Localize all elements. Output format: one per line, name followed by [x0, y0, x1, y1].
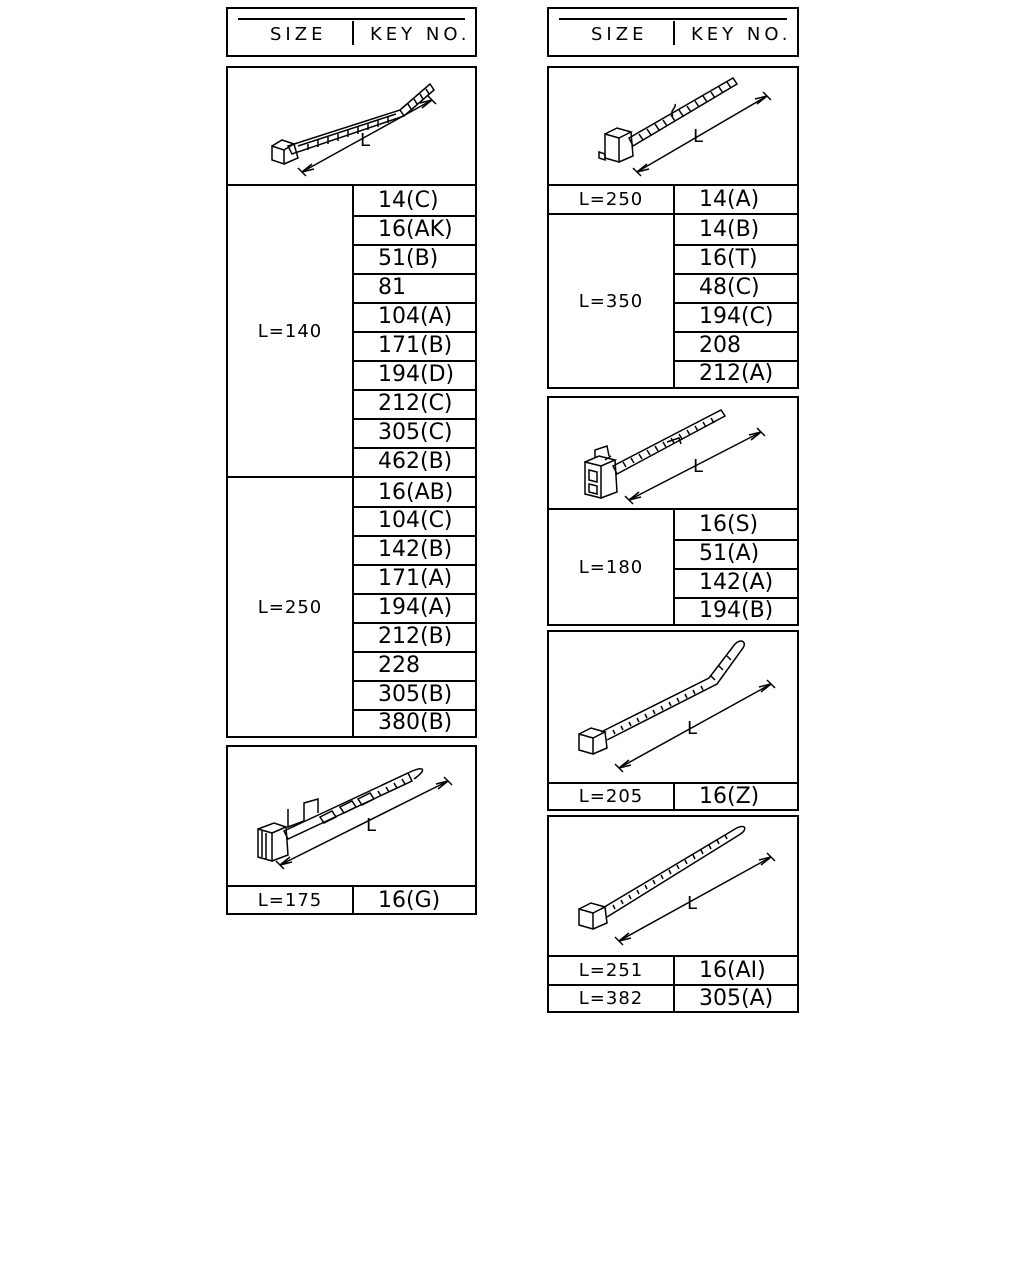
key-cell: 305(C) — [378, 420, 453, 445]
key-cell: 16(T) — [699, 246, 758, 271]
key-cell: 228 — [378, 653, 420, 678]
right-header — [547, 7, 799, 57]
key-cell: 305(B) — [378, 682, 453, 707]
size-cell: L=140 — [257, 320, 323, 342]
key-cell: 51(B) — [378, 246, 439, 271]
key-cell: 14(B) — [699, 217, 760, 242]
size-cell: L=251 — [578, 960, 644, 981]
key-cell: 194(C) — [699, 304, 774, 329]
key-cell: 16(G) — [378, 887, 441, 913]
right-block-1 — [547, 66, 799, 389]
key-cell: 16(Z) — [699, 784, 760, 809]
left-header-size: SIZE — [270, 24, 327, 45]
key-cell: 212(A) — [699, 361, 774, 386]
key-cell: 462(B) — [378, 449, 453, 474]
dimension-label: L — [360, 130, 371, 151]
size-cell: L=175 — [257, 889, 323, 911]
key-cell: 14(A) — [699, 187, 760, 212]
key-cell: 142(A) — [699, 570, 774, 595]
cable-tie-with-square-mount-figure — [549, 68, 797, 184]
size-cell: L=180 — [578, 556, 644, 578]
key-cell: 51(A) — [699, 541, 760, 566]
left-block-1 — [226, 66, 477, 738]
key-cell: 194(D) — [378, 362, 455, 387]
key-cell: 171(A) — [378, 566, 453, 591]
key-cell: 212(C) — [378, 391, 453, 416]
left-header-key: KEY NO. — [370, 24, 471, 45]
right-block-4 — [547, 815, 799, 1013]
left-header — [226, 7, 477, 57]
left-block-2 — [226, 745, 477, 915]
right-block-3 — [547, 630, 799, 811]
key-cell: 212(B) — [378, 624, 453, 649]
right-block-2 — [547, 396, 799, 626]
cable-tie-straight-figure — [549, 817, 797, 955]
key-cell: 194(B) — [699, 598, 774, 623]
dimension-label: L — [366, 815, 377, 836]
size-cell: L=382 — [578, 988, 644, 1009]
key-cell: 14(C) — [378, 188, 439, 213]
dimension-label: L — [687, 893, 698, 914]
right-header-key: KEY NO. — [691, 24, 792, 45]
dimension-label: L — [693, 126, 704, 147]
key-cell: 16(AI) — [699, 958, 766, 983]
key-cell: 48(C) — [699, 275, 760, 300]
cable-tie-with-clip-figure — [228, 68, 475, 184]
cable-tie-with-fir-tree-clip-figure — [228, 747, 475, 885]
key-cell: 208 — [699, 333, 741, 358]
size-cell: L=205 — [578, 786, 644, 807]
right-header-size: SIZE — [591, 24, 648, 45]
key-cell: 380(B) — [378, 710, 453, 735]
key-cell: 171(B) — [378, 333, 453, 358]
key-cell: 194(A) — [378, 595, 453, 620]
size-cell: L=250 — [578, 189, 644, 210]
dimension-label: L — [693, 456, 704, 477]
key-cell: 16(AB) — [378, 479, 454, 505]
dimension-label: L — [687, 718, 698, 739]
cable-tie-with-double-clip-figure — [549, 398, 797, 508]
key-cell: 16(AK) — [378, 217, 453, 242]
key-cell: 81 — [378, 275, 406, 300]
key-cell: 16(S) — [699, 512, 759, 537]
key-cell: 104(A) — [378, 304, 453, 329]
size-cell: L=350 — [578, 290, 644, 312]
cable-tie-bent-figure — [549, 632, 797, 782]
size-cell: L=250 — [257, 596, 323, 618]
key-cell: 142(B) — [378, 537, 453, 562]
key-cell: 305(A) — [699, 986, 774, 1011]
key-cell: 104(C) — [378, 508, 453, 533]
